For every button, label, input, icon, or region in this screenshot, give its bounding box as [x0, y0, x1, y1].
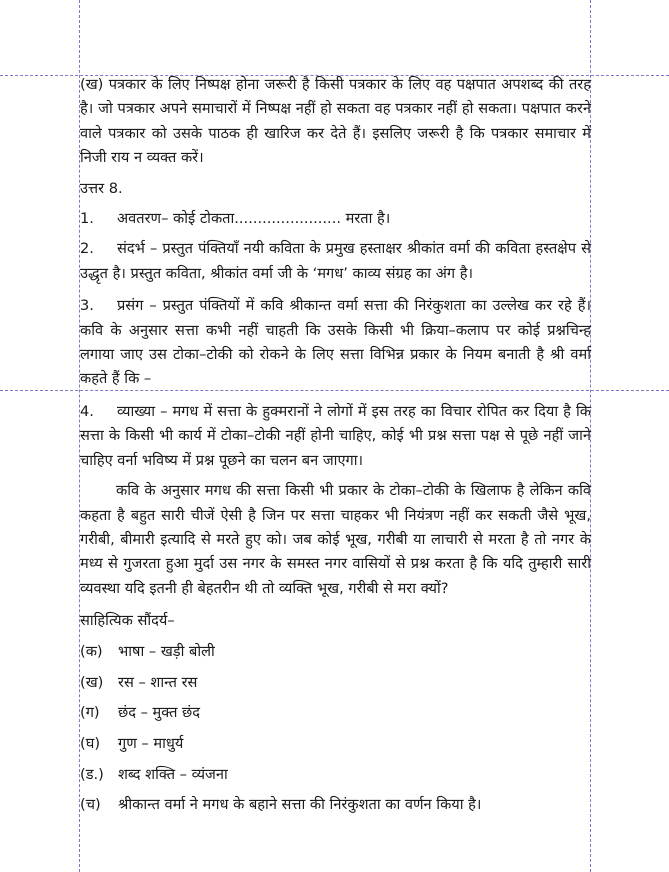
- literary-item: [80, 701, 591, 725]
- literary-key: (ड.): [80, 765, 104, 783]
- item-number: 1.: [80, 210, 94, 228]
- list-item: [80, 400, 591, 473]
- item-text: अवतरण– कोई टोकता....................... मरता है।: [117, 210, 391, 228]
- literary-key: (ग): [80, 704, 100, 722]
- item-number: 4.: [80, 402, 94, 420]
- item-text: संदर्भ – प्रस्तुत पंक्तियाँ नयी कविता के प्रमुख हस्ताक्षर श्रीकांत वर्मा की कविता हस्तक्षेप से उद्धृत है। प्रस्तुत कविता, श्रीकांत वर्मा जी के ‘मगध’ काव्य संग्रह का अंग है।: [80, 240, 591, 282]
- literary-key: (च): [80, 796, 101, 814]
- literary-heading: साहित्यिक सौंदर्य–: [80, 612, 175, 630]
- literary-text: शब्द शक्ति – व्यंजना: [118, 765, 228, 783]
- item-text: व्याख्या – मगध में सत्ता के हुक्मरानों ने लोगों में इस तरह का विचार रोपित कर दिया है कि सत्ता के किसी भी कार्य में टोका–टोकी नहीं होनी चाहिए, कोई भी प्रश्न सत्ता पक्ष से पूछे नहीं जाने चाहिए वर्ना भविष्य में प्रश्न पूछने का चलन बन जाएगा।: [80, 402, 591, 469]
- paragraph-kha: (ख) पत्रकार के लिए निष्पक्ष होना जरूरी है किसी पत्रकार के लिए वह पक्षपात अपशब्द की तरह है। जो पत्रकार अपने समाचारों में निष्पक्ष नहीं हो सकता वह पत्रकार नहीं हो सकता। पक्षपात करने वाले पत्रकार को उसके पाठक ही खारिज कर देते हैं। इसलिए जरूरी है कि पत्रकार समाचार में निजी राय न व्यक्त करें।: [80, 76, 591, 167]
- item-text: प्रसंग – प्रस्तुत पंक्तियों में कवि श्रीकान्त वर्मा सत्ता की निरंकुशता का उल्लेख कर रहे हैं। कवि के अनुसार सत्ता कभी नहीं चाहती कि उसके किसी भी क्रिया–कलाप पर कोई प्रश्नचिन्ह लगाया जाए उस टोका–टोकी को रोकने के लिए सत्ता विभिन्न प्रकार के नियम बनाती है श्री वर्मा कहते हैं कि –: [80, 297, 591, 388]
- item-number: 2.: [80, 240, 94, 258]
- literary-text: रस – शान्त रस: [118, 673, 198, 691]
- item-number: 3.: [80, 297, 94, 315]
- literary-item: [80, 671, 591, 695]
- literary-item: [80, 732, 591, 756]
- list-item: [80, 294, 591, 392]
- literary-item: [80, 793, 591, 817]
- literary-key: (ख): [80, 673, 104, 691]
- literary-item: [80, 640, 591, 664]
- list-item: [80, 207, 591, 231]
- literary-text: श्रीकान्त वर्मा ने मगध के बहाने सत्ता की निरंकुशता का वर्णन किया है।: [118, 796, 482, 814]
- explanation-paragraph: कवि के अनुसार मगध की सत्ता किसी भी प्रकार के टोका–टोकी के खिलाफ है लेकिन कवि कहता है बहुत सारी चीजें ऐसी है जिन पर सत्ता चाहकर भी नियंत्रण नहीं कर सकती जैसे भूख, गरीबी, बीमारी इत्यादि से मरते हुए को। जब कोई भूख, गरीबी या लाचारी से मरता है तो नगर के मध्य से गुजरता हुआ मुर्दा उस नगर के समस्त नगर वासियों से प्रश्न करता है कि यदि तुम्हारी सारी व्यवस्था यदि इतनी ही बेहतरीन थी तो व्यक्ति भूख, गरीबी से मरा क्यों?: [80, 482, 591, 597]
- list-item: [80, 237, 591, 286]
- document-body: [80, 73, 591, 818]
- literary-text: गुण – माधुर्य: [118, 734, 184, 752]
- literary-key: (घ): [80, 734, 101, 752]
- literary-text: भाषा – खड़ी बोली: [118, 642, 215, 660]
- answer-heading: उत्तर 8.: [80, 179, 123, 197]
- literary-item: [80, 763, 591, 787]
- literary-text: छंद – मुक्त छंद: [118, 704, 201, 722]
- literary-key: (क): [80, 642, 103, 660]
